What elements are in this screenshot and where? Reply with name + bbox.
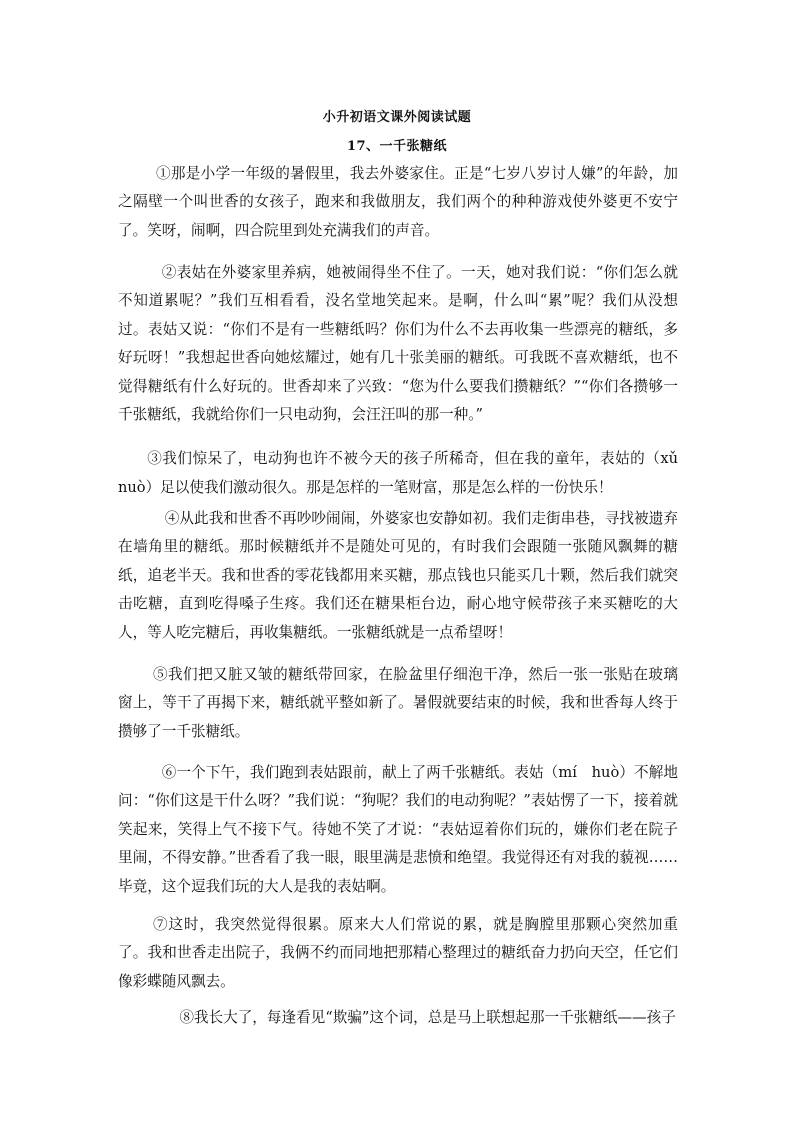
document-title: 小升初语文课外阅读试题: [322, 110, 472, 125]
paragraph-4: ④从此我和世香不再吵吵闹闹，外婆家也安静如初。我们走街串巷，寻找被遗弃在墙角里的糖纸。那时候糖纸并不是随处可见的，有时我们会跟随一张随风飘舞的糖纸，追老半天。我和世香的零花钱都用来买糖，那点钱也只能买几十颗，然后我们就突击吃糖，直到吃得嗓子生疼。我们还在糖果柜台边，耐心地守候带孩子来买糖吃的大人，等人吃完糖后，再收集糖纸。一张糖纸就是一点希望呀！: [118, 510, 678, 641]
paragraph-8: ⑧我长大了，每逢看见“欺骗”这个词，总是马上联想起那一千张糖纸——孩子: [179, 1009, 676, 1026]
story-title: 17、一千张糖纸: [346, 139, 448, 154]
paragraph-5: ⑤我们把又脏又皱的糖纸带回家，在脸盆里仔细泡干净，然后一张一张贴在玻璃窗上，等干了再揭下来，糖纸就平整如新了。暑假就要结束的时候，我和世香每人终于攒够了一千张糖纸。: [118, 666, 678, 740]
paragraph-1: ①那是小学一年级的暑假里，我去外婆家住。正是“七岁八岁讨人嫌”的年龄，加之隔壁一个叫世香的女孩子，跑来和我做朋友，我们两个的种种游戏使外婆更不安宁了。笑呀，闹啊，四合院里到处充满我们的声音。: [118, 165, 678, 239]
paragraph-6: ⑥一个下午，我们跑到表姑跟前，献上了两千张糖纸。表姑（mí huò）不解地问：“你们这是干什么呀？”我们说：“狗呢？我们的电动狗呢？”表姑愣了一下，接着就笑起来，笑得上气不接下气。待她不笑了才说：“表姑逗着你们玩的，嫌你们老在院子里闹，不得安静。”世香看了我一眼，眼里满是悲愤和绝望。我觉得还有对我的藐视……毕竟，这个逗我们玩的大人是我的表姑啊。: [118, 764, 678, 895]
paragraph-3: ③我们惊呆了，电动狗也许不被今天的孩子所稀奇，但在我的童年，表姑的（xǔ nuò）足以使我们激动很久。那是怎样的一笔财富，那是怎么样的一份快乐！: [118, 450, 708, 496]
paragraph-2: ②表姑在外婆家里养病，她被闹得坐不住了。一天，她对我们说：“你们怎么就不知道累呢？”我们互相看看，没名堂地笑起来。是啊，什么叫“累”呢？我们从没想过。表姑又说：“你们不是有一些糖纸吗？你们为什么不去再收集一些漂亮的糖纸，多好玩呀！”我想起世香向她炫耀过，她有几十张美丽的糖纸。可我既不喜欢糖纸，也不觉得糖纸有什么好玩的。世香却来了兴致：“您为什么要我们攒糖纸？”“你们各攒够一千张糖纸，我就给你们一只电动狗，会汪汪叫的那一种。”: [118, 264, 678, 424]
paragraph-7: ⑦这时，我突然觉得很累。原来大人们常说的累，就是胸膛里那颗心突然加重了。我和世香走出院子，我俩不约而同地把那精心整理过的糖纸奋力扔向天空，任它们像彩蝶随风飘去。: [118, 916, 678, 990]
